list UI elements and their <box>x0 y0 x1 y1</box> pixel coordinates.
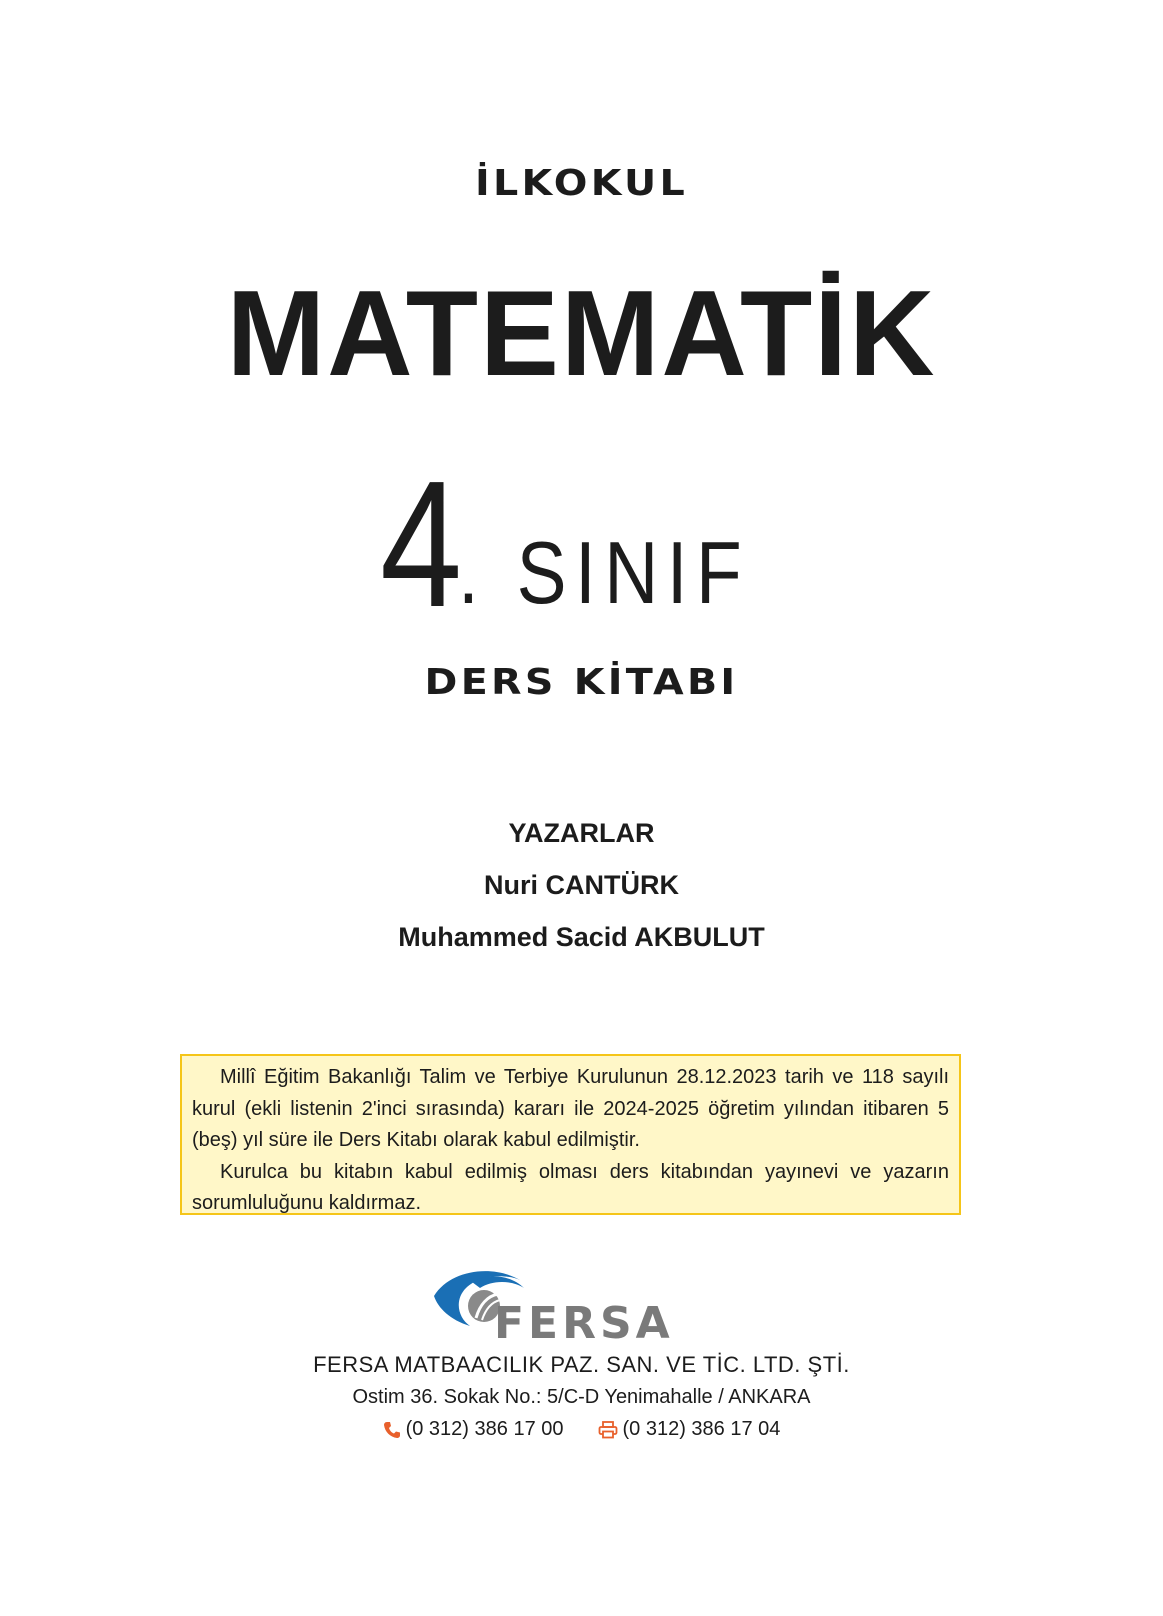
grade-text: . SINIF <box>457 523 750 622</box>
subject-title: MATEMATİK <box>226 265 937 401</box>
fax-contact <box>598 1418 781 1441</box>
grade-number: 4 <box>379 444 462 645</box>
approval-notice-box <box>180 1054 961 1215</box>
phone-number: (0 312) 386 17 00 <box>405 1418 564 1440</box>
author-name: Nuri CANTÜRK <box>484 870 679 900</box>
eye-logo-icon <box>432 1266 682 1342</box>
series-label: İLKOKUL <box>474 163 689 204</box>
author-name: Muhammed Sacid AKBULUT <box>398 922 765 952</box>
publisher-address: Ostim 36. Sokak No.: 5/C-D Yenimahalle / ANKARA <box>352 1386 811 1408</box>
publisher-company-name: FERSA MATBAACILIK PAZ. SAN. VE TİC. LTD. ŞTİ. <box>313 1352 850 1377</box>
publisher-logo <box>432 1266 682 1342</box>
phone-contact <box>383 1418 564 1441</box>
fax-number: (0 312) 386 17 04 <box>622 1418 781 1440</box>
approval-notice-paragraph: Millî Eğitim Bakanlığı Talim ve Terbiye Kurulunun 28.12.2023 tarih ve 118 sayılı kurul (ekli listenin 2'inci sırasında) kararı ile 2024-2025 öğretim yılından itibaren 5 (beş) yıl süre ile Ders Kitabı olarak kabul edilmiştir. <box>192 1066 949 1151</box>
publisher-contact <box>0 1418 1163 1441</box>
phone-icon <box>383 1421 401 1439</box>
fax-icon <box>598 1421 618 1439</box>
approval-notice-paragraph: Kurulca bu kitabın kabul edilmiş olması ders kitabından yayınevi ve yazarın sorumluluğunu kaldırmaz. <box>192 1160 949 1214</box>
logo-wordmark: FERSA <box>494 1298 674 1342</box>
book-type-label: DERS KİTABI <box>424 662 739 703</box>
grade-heading <box>0 444 1163 645</box>
authors-heading: YAZARLAR <box>508 818 655 848</box>
